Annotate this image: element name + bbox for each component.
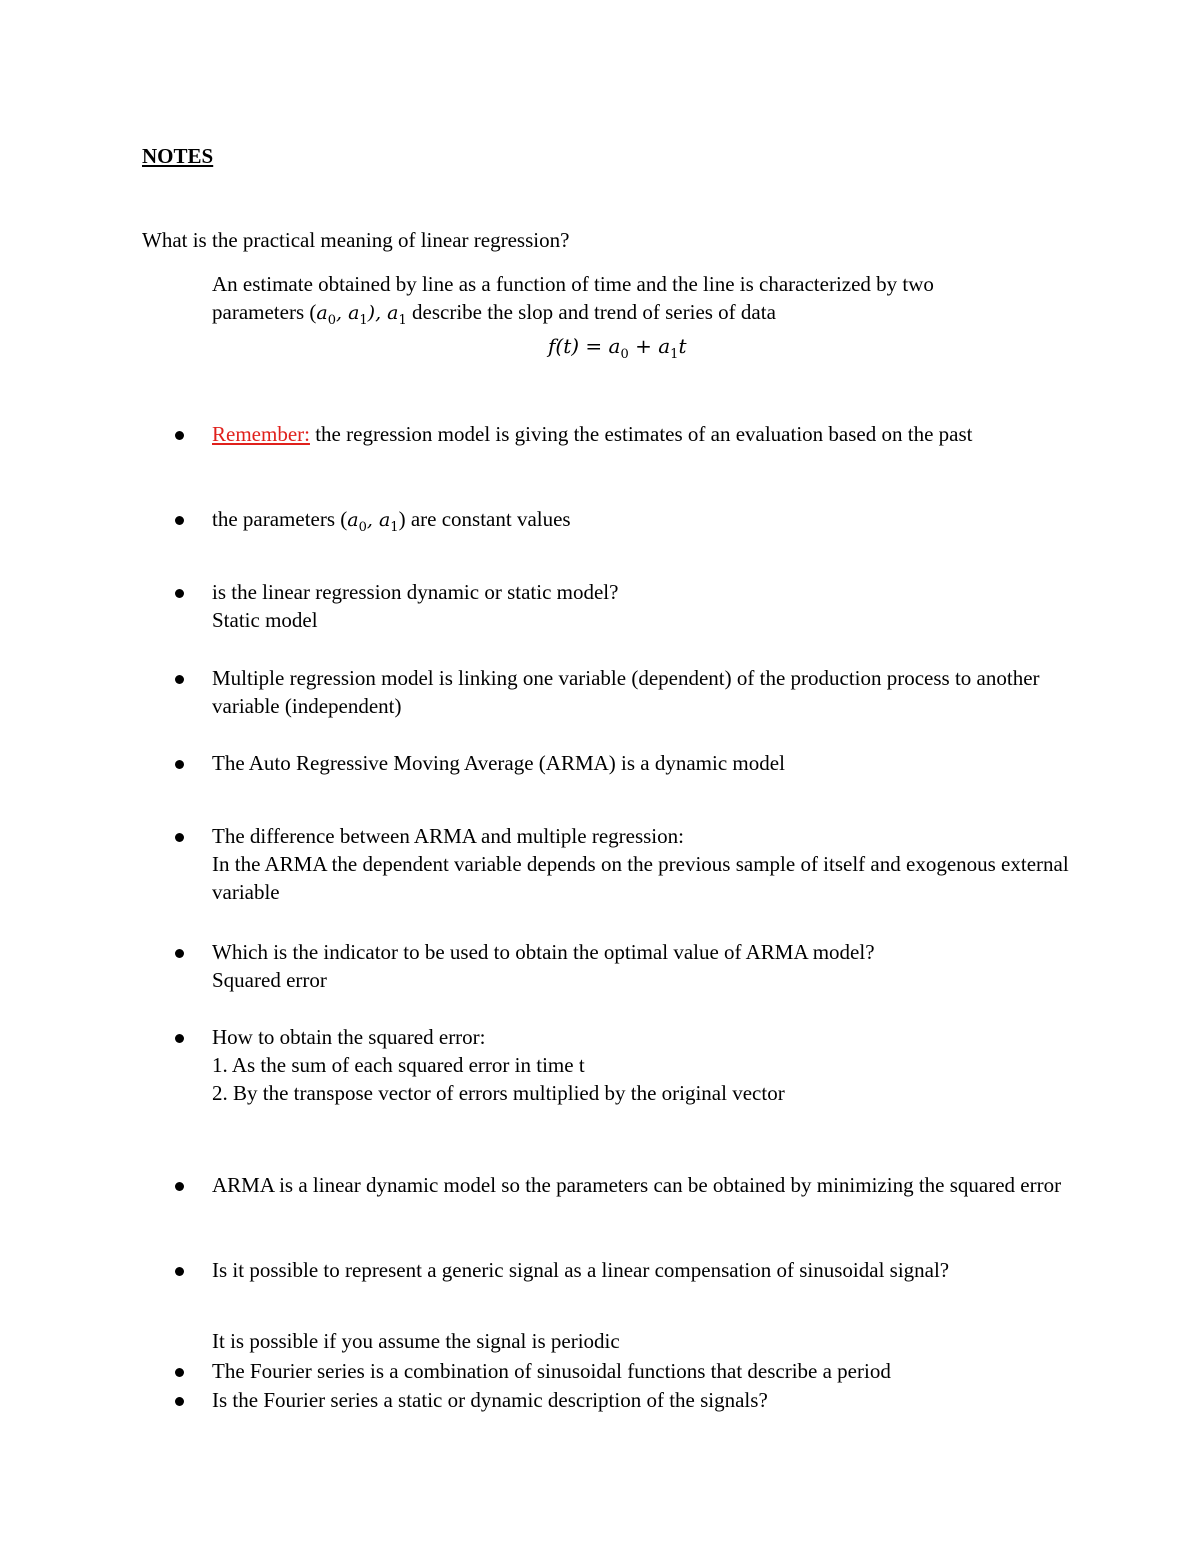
answer-line-2: parameters ($a_0$, $a_1$), $a_1$ describe the slop and trend of series of data [212, 300, 776, 328]
list-item: Is the Fourier series a static or dynamic description of the signals? [212, 1386, 1072, 1414]
list-item: Remember: the regression model is giving the estimates of an evaluation based on the past [212, 420, 1072, 448]
param-a1: $a_1$ [348, 302, 368, 328]
list-item: How to obtain the squared error: 1. As the sum of each squared error in time t 2. By the transpose vector of errors multiplied by the original vector [212, 1023, 1072, 1107]
regression-formula: $f(t) = a_0 + a_1t$ [548, 334, 687, 362]
list-item: Is it possible to represent a generic signal as a linear compensation of sinusoidal signal? [212, 1256, 1072, 1284]
page-title: NOTES [142, 144, 214, 168]
question-text: What is the practical meaning of linear regression? [142, 228, 570, 252]
list-item: ARMA is a linear dynamic model so the parameters can be obtained by minimizing the squared error [212, 1171, 1072, 1199]
answer-line-1: An estimate obtained by line as a function of time and the line is characterized by two [212, 272, 934, 296]
remember-label: Remember: [212, 422, 310, 446]
list-item: Multiple regression model is linking one variable (dependent) of the production process to another variable (independent) [212, 664, 1072, 720]
param-a0: $a_0$ [316, 302, 336, 328]
note-text: It is possible if you assume the signal is periodic [212, 1329, 620, 1353]
list-item: is the linear regression dynamic or static model? Static model [212, 578, 1072, 634]
answer-paragraph [212, 270, 1072, 335]
param-a1-slope: $a_1$ [387, 302, 407, 328]
list-item: The Fourier series is a combination of sinusoidal functions that describe a period [212, 1357, 1072, 1385]
list-item: The difference between ARMA and multiple regression: In the ARMA the dependent variable depends on the previous sample of itself and exogenous external variable [212, 822, 1072, 906]
list-item: the parameters ($a_0$, $a_1$) are constant values [212, 505, 1072, 542]
list-item: Which is the indicator to be used to obtain the optimal value of ARMA model? Squared error [212, 938, 1072, 994]
list-item: The Auto Regressive Moving Average (ARMA) is a dynamic model [212, 749, 1072, 777]
